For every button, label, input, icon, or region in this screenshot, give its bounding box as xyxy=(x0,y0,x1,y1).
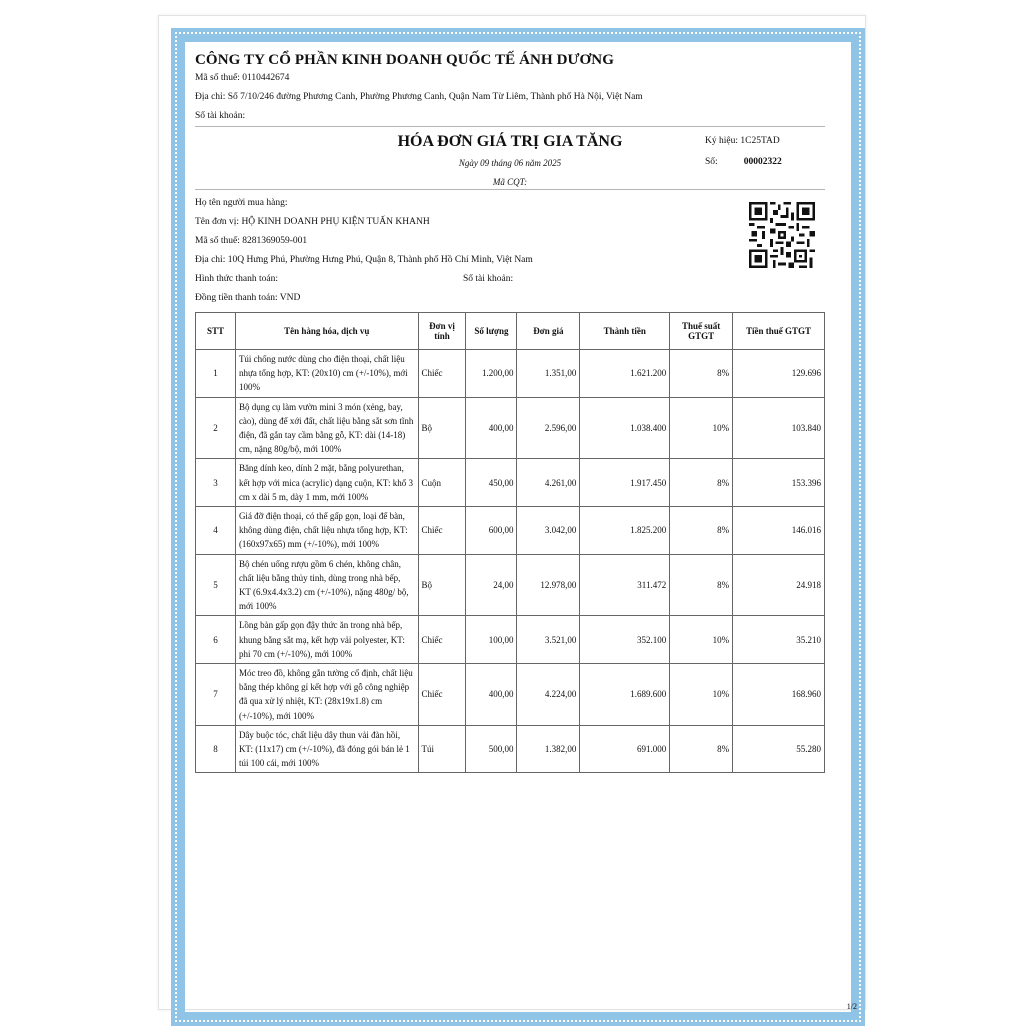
col-header-unit: Đơn vị tính xyxy=(418,313,466,350)
table-header-row xyxy=(196,313,825,350)
cell-amount: 1.689.600 xyxy=(580,664,670,726)
table-row xyxy=(196,664,825,726)
cell-unit: Cuộn xyxy=(418,459,466,507)
cell-amount: 1.917.450 xyxy=(580,459,670,507)
cell-desc: Bộ dụng cụ làm vườn mini 3 món (xẻng, bay, cào), dùng để xới đất, chất liệu bằng sắt sơn tĩnh điện, đã gắn tay cầm bằng gỗ, KT: dài (14-18) cm, nặng 80g/bộ, mới 100% xyxy=(235,397,418,459)
invoice-title: HÓA ĐƠN GIÁ TRỊ GIA TĂNG xyxy=(397,133,623,150)
divider xyxy=(195,189,825,190)
cell-qty: 400,00 xyxy=(466,664,517,726)
col-header-price: Đơn giá xyxy=(517,313,580,350)
currency: Đồng tiền thanh toán: VND xyxy=(195,293,301,303)
cell-rate: 8% xyxy=(670,725,733,773)
cell-qty: 450,00 xyxy=(466,459,517,507)
cell-qty: 500,00 xyxy=(466,725,517,773)
invoice-number-label: Số: xyxy=(705,157,718,167)
table-row xyxy=(196,459,825,507)
buyer-account: Số tài khoản: xyxy=(463,274,514,284)
seller-account: Số tài khoản: xyxy=(195,111,246,121)
seller-tax-code: Mã số thuế: 0110442674 xyxy=(195,73,290,83)
invoice-symbol: Ký hiệu: 1C25TAD xyxy=(705,136,780,146)
cell-tax: 146.016 xyxy=(733,507,825,555)
cell-tax: 103.840 xyxy=(733,397,825,459)
invoice-header xyxy=(195,127,825,189)
cell-unit: Chiếc xyxy=(418,507,466,555)
cell-amount: 1.825.200 xyxy=(580,507,670,555)
cell-stt: 6 xyxy=(196,616,236,664)
cell-amount: 1.038.400 xyxy=(580,397,670,459)
buyer-name: Họ tên người mua hàng: xyxy=(195,198,288,208)
cell-desc: Móc treo đồ, không gắn tường cố định, chất liệu bằng thép không gỉ kết hợp với gỗ công nghiệp đã qua xử lý nhiệt, KT: (28x19x1.8) cm (+/-10%), mới 100% xyxy=(235,664,418,726)
cell-stt: 3 xyxy=(196,459,236,507)
cell-tax: 35.210 xyxy=(733,616,825,664)
buyer-unit: Tên đơn vị: HỘ KINH DOANH PHỤ KIỆN TUẤN KHANH xyxy=(195,217,430,227)
buyer-address: Địa chỉ: 10Q Hưng Phú, Phường Hưng Phú, Quận 8, Thành phố Hồ Chí Minh, Việt Nam xyxy=(195,255,533,265)
buyer-section xyxy=(195,194,825,308)
cell-tax: 55.280 xyxy=(733,725,825,773)
table-row xyxy=(196,507,825,555)
cell-unit: Chiếc xyxy=(418,664,466,726)
cell-stt: 2 xyxy=(196,397,236,459)
cell-desc: Lồng bàn gấp gọn đậy thức ăn trong nhà bếp, khung bằng sắt mạ, kết hợp vải polyester, KT: phi 70 cm (+/-10%), mới 100% xyxy=(235,616,418,664)
col-header-stt: STT xyxy=(196,313,236,350)
cell-qty: 400,00 xyxy=(466,397,517,459)
cell-desc: Dây buộc tóc, chất liệu dây thun vải đàn hồi, KT: (11x17) cm (+/-10%), đã đóng gói bán lẻ 1 túi 100 cái, mới 100% xyxy=(235,725,418,773)
cell-desc: Giá đỡ điện thoại, có thể gấp gọn, loại để bàn, không dùng điện, chất liệu nhựa tổng hợp, KT: (160x97x65) mm (+/-10%), mới 100% xyxy=(235,507,418,555)
invoice-number xyxy=(705,157,782,167)
cell-stt: 5 xyxy=(196,554,236,616)
cell-amount: 1.621.200 xyxy=(580,350,670,398)
cell-stt: 1 xyxy=(196,350,236,398)
cell-unit: Bộ xyxy=(418,397,466,459)
buyer-tax-code: Mã số thuế: 8281369059-001 xyxy=(195,236,308,246)
cell-desc: Băng dính keo, dính 2 mặt, bằng polyurethan, kết hợp với mica (acrylic) dạng cuộn, KT: khổ 3 cm x dài 5 m, dày 1 mm, mới 100% xyxy=(235,459,418,507)
cell-unit: Chiếc xyxy=(418,616,466,664)
cell-desc: Túi chống nước dùng cho điện thoại, chất liệu nhựa tổng hợp, KT: (20x10) cm (+/-10%), mới 100% xyxy=(235,350,418,398)
cell-qty: 600,00 xyxy=(466,507,517,555)
cell-price: 1.382,00 xyxy=(517,725,580,773)
cell-price: 4.224,00 xyxy=(517,664,580,726)
cell-price: 4.261,00 xyxy=(517,459,580,507)
page-number: 1/2 xyxy=(846,1002,857,1011)
cell-tax: 24.918 xyxy=(733,554,825,616)
cell-rate: 8% xyxy=(670,507,733,555)
cell-price: 2.596,00 xyxy=(517,397,580,459)
invoice-number-value: 00002322 xyxy=(743,157,782,167)
invoice-cqt: Mã CQT: xyxy=(492,177,528,187)
invoice-date: Ngày 09 tháng 06 năm 2025 xyxy=(458,158,562,168)
cell-stt: 4 xyxy=(196,507,236,555)
table-row xyxy=(196,397,825,459)
invoice-page xyxy=(158,15,866,1010)
cell-rate: 8% xyxy=(670,554,733,616)
cell-qty: 100,00 xyxy=(466,616,517,664)
seller-company-name: CÔNG TY CỔ PHẦN KINH DOANH QUỐC TẾ ÁNH DƯƠNG xyxy=(195,52,615,68)
cell-qty: 1.200,00 xyxy=(466,350,517,398)
cell-amount: 691.000 xyxy=(580,725,670,773)
col-header-tax: Tiền thuế GTGT xyxy=(733,313,825,350)
cell-desc: Bộ chén uống rượu gồm 6 chén, không chân, chất liệu bằng thủy tinh, dùng trong nhà bếp, KT (6.9x4.4x3.2) cm (+/-10%), nặng 480g/ bộ, mới 100% xyxy=(235,554,418,616)
cell-unit: Chiếc xyxy=(418,350,466,398)
cell-tax: 129.696 xyxy=(733,350,825,398)
cell-amount: 352.100 xyxy=(580,616,670,664)
cell-price: 3.042,00 xyxy=(517,507,580,555)
cell-unit: Bộ xyxy=(418,554,466,616)
table-row xyxy=(196,616,825,664)
cell-rate: 10% xyxy=(670,397,733,459)
cell-amount: 311.472 xyxy=(580,554,670,616)
payment-row xyxy=(195,270,825,289)
payment-method: Hình thức thanh toán: xyxy=(195,274,278,284)
col-header-amount: Thành tiền xyxy=(580,313,670,350)
cell-qty: 24,00 xyxy=(466,554,517,616)
invoice-content xyxy=(195,52,825,773)
qr-code-icon xyxy=(749,202,815,268)
col-header-rate: Thuế suất GTGT xyxy=(670,313,733,350)
cell-price: 12.978,00 xyxy=(517,554,580,616)
cell-stt: 7 xyxy=(196,664,236,726)
cell-unit: Túi xyxy=(418,725,466,773)
table-row xyxy=(196,350,825,398)
cell-stt: 8 xyxy=(196,725,236,773)
table-row xyxy=(196,725,825,773)
cell-rate: 8% xyxy=(670,350,733,398)
cell-rate: 10% xyxy=(670,664,733,726)
col-header-desc: Tên hàng hóa, dịch vụ xyxy=(235,313,418,350)
table-row xyxy=(196,554,825,616)
seller-address: Địa chỉ: Số 7/10/246 đường Phương Canh, Phường Phương Canh, Quận Nam Từ Liêm, Thành phố Hà Nội, Việt Nam xyxy=(195,92,643,102)
items-table xyxy=(195,312,825,773)
cell-rate: 10% xyxy=(670,616,733,664)
cell-price: 1.351,00 xyxy=(517,350,580,398)
col-header-qty: Số lượng xyxy=(466,313,517,350)
cell-rate: 8% xyxy=(670,459,733,507)
cell-price: 3.521,00 xyxy=(517,616,580,664)
cell-tax: 168.960 xyxy=(733,664,825,726)
cell-tax: 153.396 xyxy=(733,459,825,507)
